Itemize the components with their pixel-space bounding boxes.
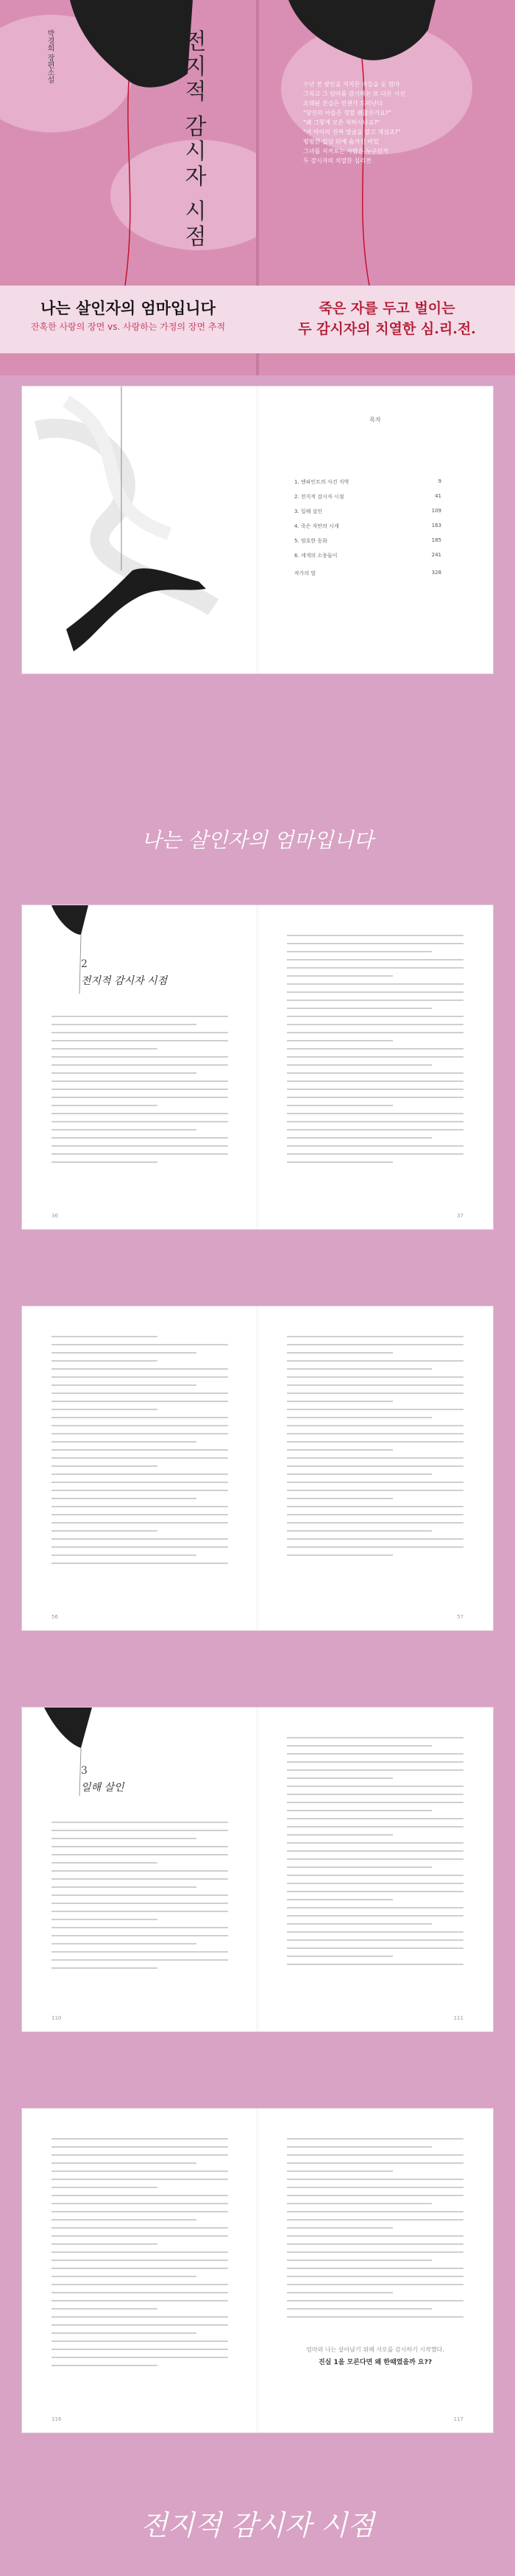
footer-heading: 전지적 감시자 시점 — [141, 2509, 374, 2541]
page-number: 36 — [52, 1213, 58, 1219]
toc-item[interactable]: 5. 엄호한 동화 185 — [294, 537, 441, 544]
chapter-3-spread — [22, 1708, 493, 2031]
tagline-line-1: 죽은 자를 두고 벌이는 — [319, 300, 455, 316]
body-text-block — [287, 935, 464, 1170]
page-number: 116 — [52, 2416, 62, 2422]
toc-item[interactable]: 작가의 말 328 — [294, 570, 441, 576]
blurb-line: 오래된 진실은 언젠가 드러난다 — [303, 100, 383, 107]
closing-note-line-2: 진실 1을 모른다면 왜 한때였을까 요?? — [318, 2359, 433, 2366]
text-page — [258, 905, 493, 1229]
tagline-line-2: 두 감시자의 치열한 심.리.전. — [298, 321, 476, 337]
text-page — [258, 1708, 493, 2031]
blurb-line: 두 감시자의 치열한 심리전 — [303, 158, 372, 164]
text-page — [258, 1306, 493, 1630]
cover-series: 박경희 장편소설 — [46, 29, 54, 84]
blurb-line: "왜 그렇게 모른 척하시나요?" — [303, 119, 380, 126]
chapter-title: 일해 살인 — [81, 1782, 124, 1794]
cover-title: 전지적 감시자 시점 — [180, 29, 206, 250]
body-text-block — [287, 1737, 464, 1972]
section-heading: 나는 살인자의 엄마입니다 — [141, 828, 374, 852]
hand-illustration — [22, 1708, 258, 1796]
book-cover-spread — [0, 0, 515, 375]
text-page — [22, 2109, 258, 2432]
hand-illustration — [0, 0, 256, 286]
toc-item[interactable]: 4. 죽은 자만의 시계 163 — [294, 523, 441, 529]
page-number: 117 — [453, 2416, 464, 2422]
cover-tagline — [259, 298, 515, 339]
body-text-block — [52, 2138, 228, 2373]
body-text-block — [52, 1016, 228, 1170]
page-number: 37 — [457, 1213, 464, 1219]
chapter-opening-page — [22, 1708, 258, 2031]
text-page — [258, 2109, 493, 2432]
toc-item[interactable]: 2. 전지적 감시자 시점 41 — [294, 493, 441, 500]
cover-headline: 나는 살인자의 엄마입니다 — [40, 300, 216, 317]
cover-subline: 잔혹한 사랑의 장면 vs. 사랑하는 가정의 장면 추적 — [30, 322, 226, 332]
body-text-block — [287, 1336, 464, 1563]
gutter — [256, 2109, 259, 2432]
blurb-line: "당신의 아들은 정말 괜찮은가요?" — [303, 110, 391, 116]
toc-item[interactable]: 1. 엔파인트의 사건 지역 9 — [294, 478, 441, 485]
text-page — [22, 1306, 258, 1630]
chapter-number: 2 — [81, 958, 88, 970]
blurb-line: 평범한 일상 뒤에 숨겨진 비밀 — [303, 138, 379, 145]
page-number: 56 — [52, 1614, 58, 1620]
toc-item[interactable]: 3. 일해 살인 109 — [294, 508, 441, 514]
page-number: 110 — [52, 2015, 62, 2021]
smoke-hand-illustration — [22, 386, 258, 673]
body-text-block — [52, 1822, 228, 1975]
blurb-line: 그녀를 지켜보는 사람은 누구인가 — [303, 148, 388, 155]
gutter — [256, 905, 259, 1229]
chapter-title: 전지적 감시자 시점 — [81, 975, 168, 987]
blurb-line: 그리고 그 엄마를 감시하는 또 다른 시선 — [303, 91, 405, 97]
toc-heading: 목차 — [369, 417, 381, 423]
body-text-block — [52, 1336, 228, 1571]
gutter — [256, 386, 259, 673]
text-spread — [22, 1306, 493, 1630]
closing-note-line-1: 엄마와 나는 살아남기 위해 서로를 감시하기 시작했다. — [306, 2346, 444, 2353]
toc-list — [294, 478, 441, 584]
back-blurb — [303, 79, 487, 166]
chapter-number: 3 — [81, 1765, 88, 1777]
body-text-block — [287, 2138, 464, 2324]
gutter — [256, 1708, 259, 2031]
final-spread — [22, 2109, 493, 2432]
chapter-2-spread — [22, 905, 493, 1229]
illustration-page — [22, 386, 258, 673]
toc-item[interactable]: 6. 세개의 소풍들이 241 — [294, 552, 441, 559]
chapter-opening-page — [22, 905, 258, 1229]
page-number: 111 — [453, 2015, 464, 2021]
blurb-line: 수년 전 살인을 저지른 아들을 둔 엄마 — [303, 81, 400, 88]
blurb-line: "저 아이의 진짜 얼굴을 알고 계셨죠?" — [303, 129, 401, 135]
page-number: 57 — [457, 1614, 464, 1620]
closing-note — [258, 2346, 493, 2366]
gutter — [256, 1306, 259, 1630]
